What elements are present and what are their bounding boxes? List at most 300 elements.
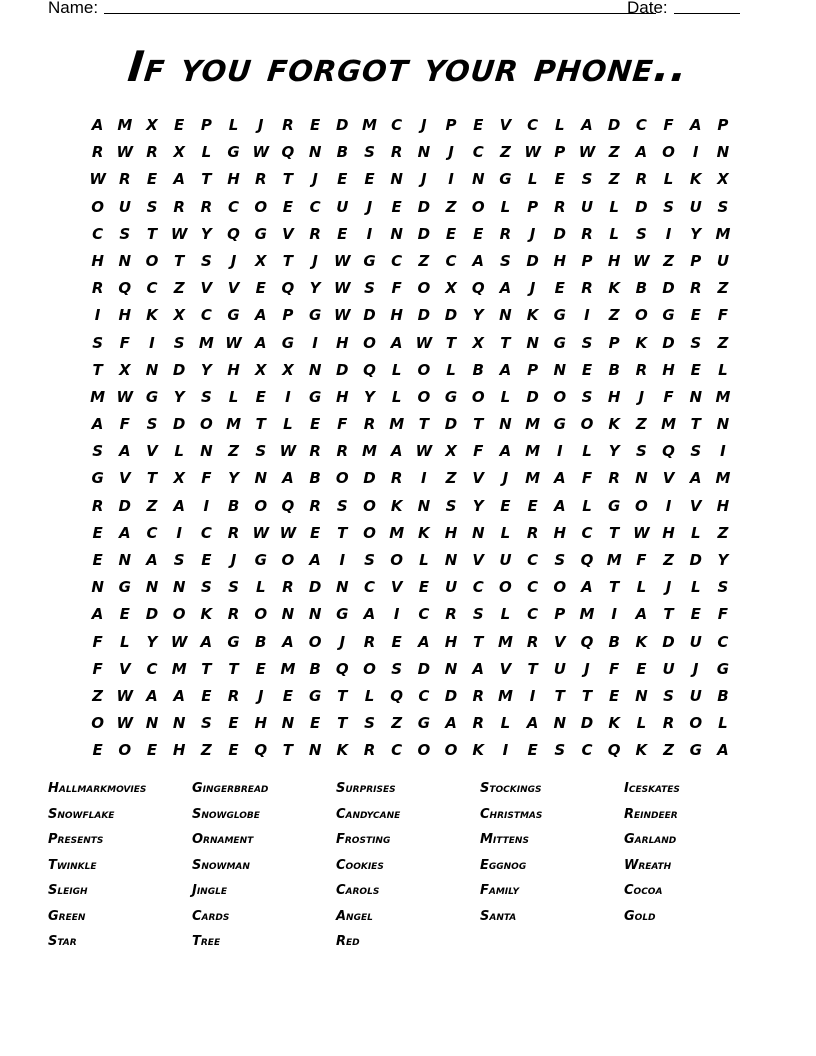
grid-letter: G [662,306,675,325]
word-list-item: Surprises [336,781,396,796]
grid-letter: J [230,551,237,569]
grid-letter: U [580,197,594,216]
grid-letter: A [200,632,213,651]
grid-letter: B [472,360,484,379]
grid-letter: J [421,170,427,189]
grid-letter: L [690,523,701,542]
grid-letter: E [174,116,185,134]
grid-letter: I [556,442,563,461]
grid-letter: D [145,605,159,624]
grid-letter: M [715,387,731,406]
grid-letter: X [173,306,185,325]
grid-letter: I [448,170,454,189]
grid-letter: J [692,659,699,678]
grid-letter: J [230,251,237,270]
grid-letter: Z [663,251,674,270]
grid-letter: S [364,143,375,162]
grid-letter: A [635,143,648,162]
grid-letter: W [252,143,269,162]
grid-letter: D [444,306,458,325]
grid-letter: O [634,496,648,515]
grid-letter: Z [663,741,674,760]
grid-letter: X [173,469,185,488]
grid-letter: D [118,496,131,515]
grid-letter: I [149,333,155,352]
grid-letter: S [500,251,511,270]
grid-letter: Y [472,306,484,325]
grid-letter: O [634,306,648,325]
grid-letter: N [118,251,132,270]
grid-letter: W [170,632,188,651]
grid-letter: H [607,387,621,406]
grid-letter: O [254,496,268,515]
grid-letter: G [254,551,267,569]
grid-letter: O [254,605,268,624]
grid-letter: H [553,523,567,542]
grid-letter: X [254,360,267,379]
word-list-item: Ornament [192,832,254,847]
word-list-item: Family [480,883,520,898]
grid-letter: K [635,741,648,760]
grid-letter: L [364,686,375,705]
grid-letter: W [279,442,297,461]
grid-letter: M [525,469,541,488]
grid-letter: N [526,333,539,352]
grid-letter: C [581,741,593,760]
grid-letter: L [636,714,647,733]
grid-letter: T [500,333,511,352]
grid-letter: S [554,741,566,760]
grid-letter: H [172,741,186,760]
grid-letter: A [689,469,702,488]
grid-letter: W [116,143,134,162]
grid-letter: E [282,686,294,705]
grid-letter: O [91,714,104,733]
grid-letter: N [172,714,186,733]
grid-letter: T [418,415,429,434]
grid-letter: O [91,197,104,216]
grid-letter: P [282,306,294,325]
grid-letter: A [173,686,185,705]
grid-letter: A [254,306,267,325]
grid-letter: A [717,741,729,760]
grid-letter: F [337,415,348,434]
grid-letter: G [227,306,240,325]
grid-letter: C [146,659,158,678]
grid-letter: J [529,279,536,298]
grid-letter: L [500,387,511,406]
grid-letter: S [472,605,484,624]
grid-letter: N [417,143,431,162]
grid-letter: G [608,496,621,515]
grid-letter: R [227,523,240,542]
grid-letter: D [444,686,458,705]
grid-letter: U [336,197,349,216]
grid-letter: R [146,143,158,162]
grid-letter: C [391,116,403,134]
grid-letter: V [553,632,566,651]
grid-letter: V [662,469,675,488]
grid-letter: T [255,415,266,434]
word-list-item: Angel [336,908,373,924]
grid-letter: L [228,116,239,134]
grid-letter: R [91,143,104,162]
grid-letter: I [502,741,509,760]
grid-letter: S [92,333,103,352]
grid-letter: R [526,523,539,542]
grid-letter: O [118,741,132,760]
grid-letter: O [363,333,376,352]
word-list-item: Jingle [192,883,227,898]
grid-letter: H [716,496,730,515]
grid-letter: Z [200,741,212,760]
word-list-item: Red [336,934,360,949]
grid-letter: N [471,170,485,189]
grid-letter: H [607,251,621,270]
grid-letter: A [635,605,648,624]
grid-letter: W [170,224,188,243]
grid-letter: E [201,686,212,705]
grid-letter: W [578,143,596,162]
grid-letter: K [608,415,620,434]
word-list-item: Iceskates [624,781,680,796]
grid-letter: P [608,333,620,352]
grid-letter: T [228,659,239,678]
grid-letter: O [580,415,594,434]
grid-letter: A [146,551,158,569]
grid-letter: A [499,360,512,379]
grid-letter: A [118,442,131,461]
grid-letter: E [337,224,348,243]
grid-letter: N [281,714,295,733]
grid-letter: D [553,224,566,243]
grid-letter: A [472,251,485,270]
grid-letter: O [471,197,485,216]
grid-letter: A [445,714,457,733]
grid-letter: O [363,659,376,678]
grid-letter: E [255,659,266,678]
grid-letter: Z [717,279,729,298]
grid-letter: I [393,605,400,624]
grid-letter: L [174,442,184,461]
grid-letter: R [227,605,240,624]
grid-letter: Q [335,659,349,678]
grid-letter: P [445,116,457,134]
grid-letter: R [119,170,131,189]
grid-letter: S [663,197,674,216]
grid-letter: I [529,686,536,705]
grid-letter: I [339,551,346,569]
grid-letter: A [282,632,294,651]
grid-letter: C [363,578,375,597]
word-list-item: Santa [480,908,517,924]
grid-letter: H [227,360,240,379]
grid-letter: M [661,415,676,434]
grid-letter: L [527,170,538,189]
grid-letter: F [609,659,620,678]
grid-letter: J [584,659,590,678]
grid-letter: Z [92,686,104,705]
grid-letter: T [663,605,674,624]
grid-letter: Q [118,279,132,298]
grid-letter: N [118,551,132,569]
grid-letter: D [417,197,431,216]
grid-letter: E [473,116,484,134]
grid-letter: O [662,143,675,162]
grid-letter: G [227,143,240,162]
grid-letter: C [200,306,212,325]
grid-letter: E [282,197,294,216]
grid-letter: Z [717,523,729,542]
grid-letter: G [336,605,349,624]
grid-letter: R [282,116,294,134]
grid-letter: T [527,659,538,678]
grid-letter: T [581,686,593,705]
grid-letter: O [335,469,349,488]
grid-letter: C [527,116,539,134]
grid-letter: M [715,224,731,243]
grid-letter: L [636,578,647,597]
grid-letter: E [500,496,511,515]
grid-letter: W [334,306,351,325]
grid-letter: O [417,387,431,406]
grid-letter: N [308,143,322,162]
grid-letter: K [689,170,702,189]
grid-letter: L [391,387,402,406]
grid-letter: K [336,741,349,760]
grid-letter: E [445,224,457,243]
grid-letter: Y [200,360,212,379]
grid-letter: C [445,251,457,270]
word-list-item: Garland [624,832,677,847]
word-list-item: Green [48,908,86,924]
grid-letter: D [662,632,675,651]
grid-letter: L [555,116,565,134]
grid-letter: Z [445,469,457,488]
grid-letter: M [525,415,541,434]
grid-letter: N [145,360,159,379]
grid-letter: L [500,714,511,733]
grid-letter: N [336,578,349,597]
grid-letter: S [445,496,457,515]
grid-letter: T [282,251,294,270]
grid-letter: F [663,387,674,406]
grid-letter: R [336,442,349,461]
grid-letter: C [228,197,240,216]
grid-letter: K [418,523,430,542]
grid-letter: W [415,333,433,352]
grid-letter: R [227,686,240,705]
grid-letter: W [633,251,650,270]
grid-letter: K [390,496,403,515]
grid-letter: U [689,197,702,216]
grid-letter: Z [608,170,620,189]
grid-letter: P [527,360,539,379]
grid-letter: Y [228,469,239,488]
grid-letter: P [527,197,539,216]
grid-letter: K [526,306,539,325]
grid-letter: K [472,741,485,760]
grid-letter: G [254,224,267,243]
grid-letter: J [502,469,509,488]
grid-letter: I [584,306,590,325]
grid-letter: N [390,224,403,243]
grid-letter: E [418,578,429,597]
grid-letter: E [309,116,321,134]
grid-letter: D [689,551,702,569]
grid-letter: L [120,632,130,651]
grid-letter: S [364,714,375,733]
grid-letter: C [472,578,484,597]
grid-letter: N [172,578,186,597]
grid-letter: J [366,197,373,216]
grid-letter: J [257,116,264,134]
grid-letter: S [663,686,674,705]
grid-letter: J [448,143,454,162]
grid-letter: M [389,415,405,434]
grid-letter: P [554,605,566,624]
grid-letter: F [92,632,103,651]
word-list-item: Presents [48,832,104,847]
grid-letter: G [689,741,702,760]
grid-letter: O [471,387,485,406]
grid-letter: R [554,197,566,216]
grid-letter: I [94,306,101,325]
grid-letter: L [201,143,212,162]
grid-letter: Y [200,224,212,243]
grid-letter: X [472,333,484,352]
grid-letter: T [201,170,212,189]
grid-letter: F [717,605,729,624]
grid-letter: Q [607,741,621,760]
grid-letter: O [444,741,458,760]
grid-letter: A [309,551,321,569]
grid-letter: Y [309,279,321,298]
grid-letter: O [417,741,431,760]
grid-letter: N [716,143,730,162]
grid-letter: R [472,686,484,705]
grid-letter: A [282,469,294,488]
grid-letter: R [309,442,321,461]
grid-letter: H [118,306,132,325]
grid-letter: S [581,170,593,189]
grid-letter: D [662,333,675,352]
grid-letter: F [391,279,402,298]
word-list [48,778,768,957]
grid-letter: Z [635,415,647,434]
grid-letter: E [391,632,402,651]
grid-letter: J [257,686,264,705]
grid-letter: N [635,469,648,488]
grid-letter: T [609,523,620,542]
grid-letter: Q [471,279,485,298]
grid-letter: Y [690,224,702,243]
grid-letter: E [228,741,239,760]
grid-letter: S [635,442,647,461]
word-list-item: Wreath [624,857,672,873]
name-field-line[interactable] [104,13,656,14]
grid-letter: F [717,306,729,325]
grid-letter: H [254,714,267,733]
grid-letter: D [417,224,431,243]
grid-letter: N [471,523,485,542]
grid-letter: P [581,251,593,270]
grid-letter: X [445,442,457,461]
grid-letter: U [553,659,566,678]
grid-letter: D [336,360,349,379]
grid-letter: B [255,632,267,651]
grid-letter: O [417,279,431,298]
word-list-item: Sleigh [48,883,88,898]
grid-letter: U [499,551,512,569]
grid-letter: O [254,197,268,216]
grid-letter: L [663,170,674,189]
grid-letter: S [146,197,158,216]
grid-letter: Y [608,442,620,461]
grid-letter: T [473,415,484,434]
grid-letter: G [716,659,730,678]
grid-letter: D [308,578,322,597]
word-list-item: Carols [336,883,380,898]
word-list-item: Hallmarkmovies [48,781,147,796]
grid-letter: Y [364,387,375,406]
grid-letter: N [91,578,104,597]
grid-letter: A [499,442,512,461]
grid-letter: H [336,387,349,406]
grid-letter: G [499,170,512,189]
grid-letter: K [608,714,620,733]
grid-letter: S [173,551,185,569]
grid-letter: D [444,415,458,434]
word-list-item: Cocoa [624,883,663,898]
date-field-line[interactable] [674,13,740,14]
grid-letter: L [419,551,429,569]
grid-letter: S [200,387,212,406]
grid-letter: S [336,496,348,515]
grid-letter: G [308,306,322,325]
grid-letter: C [717,632,729,651]
grid-letter: L [609,197,619,216]
grid-letter: F [636,551,647,569]
grid-letter: T [146,469,158,488]
grid-letter: C [391,251,403,270]
grid-letter: H [227,170,240,189]
grid-letter: X [146,116,158,134]
grid-letter: T [609,578,620,597]
grid-letter: N [635,686,648,705]
grid-letter: E [255,279,266,298]
grid-letter: N [716,415,730,434]
grid-letter: H [91,251,104,270]
grid-letter: V [200,279,213,298]
grid-letter: C [391,741,403,760]
grid-letter: W [116,714,134,733]
grid-letter: J [339,632,346,651]
grid-letter: H [390,306,403,325]
grid-letter: F [119,415,130,434]
grid-letter: Q [281,279,295,298]
grid-letter: D [580,714,594,733]
grid-letter: J [312,251,318,270]
grid-letter: W [279,523,297,542]
grid-letter: R [526,632,539,651]
grid-letter: R [499,224,512,243]
grid-letter: T [282,741,294,760]
grid-letter: T [201,659,212,678]
grid-letter: M [525,442,541,461]
grid-letter: A [526,714,539,733]
grid-letter: M [226,415,241,434]
